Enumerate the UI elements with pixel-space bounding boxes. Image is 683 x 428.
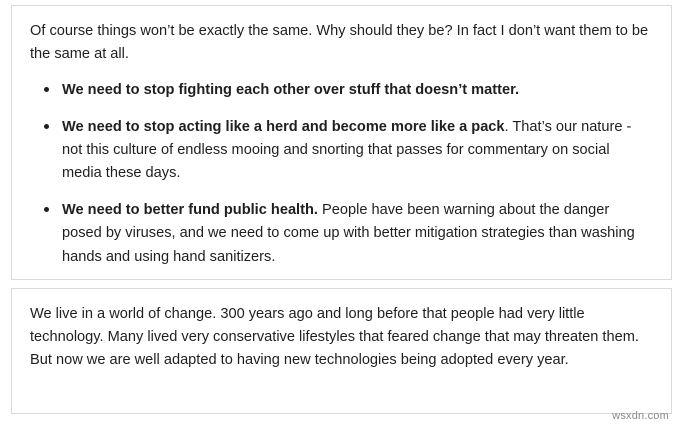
content-block-top bbox=[11, 5, 672, 280]
bullet-list bbox=[30, 79, 653, 268]
list-item bbox=[62, 199, 653, 268]
intro-paragraph: Of course things won’t be exactly the same. Why should they be? In fact I don’t want them to be the same at all. bbox=[30, 23, 649, 62]
list-item-rest: . That’s our nature - not this culture of endless mooing and snorting that passes for commentary on social media these days. bbox=[62, 119, 632, 182]
list-item-lead: We need to stop acting like a herd and become more like a pack bbox=[62, 119, 505, 136]
watermark-label: wsxdn.com bbox=[612, 410, 669, 422]
list-item-lead: We need to better fund public health. bbox=[62, 202, 318, 219]
bullet-dot-icon bbox=[44, 124, 49, 129]
list-item-rest: People have been warning about the danger posed by viruses, and we need to come up with better mitigation strategies than washing hands and using hand sanitizers. bbox=[62, 202, 635, 265]
bullet-dot-icon bbox=[44, 87, 49, 92]
list-item bbox=[62, 116, 653, 185]
content-block-bottom bbox=[11, 288, 672, 414]
list-item bbox=[62, 79, 653, 102]
list-item-lead: We need to stop fighting each other over stuff that doesn’t matter. bbox=[62, 82, 520, 99]
bullet-dot-icon bbox=[44, 207, 49, 212]
closing-paragraph: We live in a world of change. 300 years ago and long before that people had very little technology. Many lived very conservative lifestyles that feared change that may threaten them. But now we are well adapted to having new technologies being adopted every year. bbox=[30, 306, 639, 369]
